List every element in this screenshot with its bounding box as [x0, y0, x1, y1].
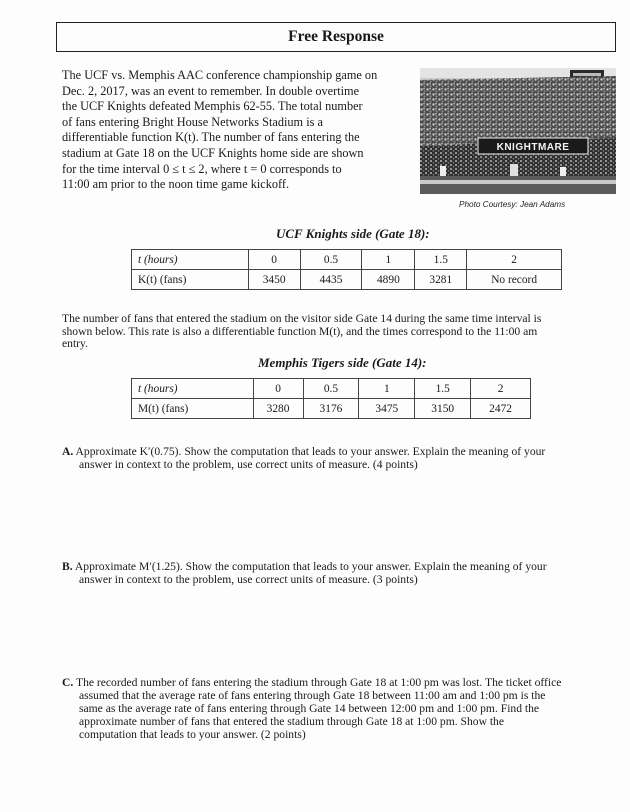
table-cell: 0 — [248, 250, 300, 270]
question-text: approximate number of fans that entered the stadium through Gate 18 at 1:00 pm. Show the — [79, 715, 505, 728]
table-cell: 2 — [471, 379, 531, 399]
table-cell: 3150 — [415, 399, 471, 419]
intro-line: stadium at Gate 18 on the UCF Knights home side are shown — [62, 145, 364, 160]
page-title-box — [56, 22, 616, 52]
question-text: Approximate K′(0.75). Show the computation that leads to your answer. Explain the meaning of your — [75, 445, 546, 458]
question-text: answer in context to the problem, use correct units of measure. (4 points) — [79, 458, 418, 471]
row-label-k: K(t) (fans) — [132, 270, 249, 290]
scoreboard-text: KNIGHTMARE — [496, 142, 570, 153]
table-cell: 3176 — [303, 399, 359, 419]
table-cell: 4890 — [362, 270, 415, 290]
paragraph-line: The number of fans that entered the stadium on the visitor side Gate 14 during the same time interval is — [62, 312, 542, 325]
stadium-photo — [420, 68, 616, 194]
intro-line: The UCF vs. Memphis AAC conference championship game on — [62, 68, 378, 82]
table-row — [132, 399, 531, 419]
page-title: Free Response — [288, 28, 384, 45]
photo-credit: Photo Courtesy: Jean Adams — [459, 200, 566, 209]
table-cell: 0.5 — [303, 379, 359, 399]
table-cell: 2472 — [471, 399, 531, 419]
table-cell: 3450 — [248, 270, 300, 290]
intro-line: 11:00 am prior to the noon time game kickoff. — [62, 177, 290, 192]
intro-paragraph — [62, 68, 412, 193]
memphis-table — [131, 378, 531, 419]
table-cell: 3475 — [359, 399, 415, 419]
question-label: C. — [62, 676, 74, 689]
row-label-m: M(t) (fans) — [132, 399, 254, 419]
table-row — [132, 379, 531, 399]
paragraph-line: entry. — [62, 337, 88, 350]
visitor-paragraph — [62, 313, 608, 351]
table-cell: 0 — [253, 379, 303, 399]
question-b — [62, 560, 614, 586]
table-cell: 0.5 — [300, 250, 362, 270]
table-cell: 1.5 — [415, 250, 467, 270]
question-label: B. — [62, 560, 73, 573]
row-label-t: t (hours) — [132, 250, 249, 270]
question-text: answer in context to the problem, use correct units of measure. (3 points) — [79, 573, 418, 586]
memphis-table-caption: Memphis Tigers side (Gate 14): — [258, 355, 427, 370]
question-text: assumed that the average rate of fans entering through Gate 18 between 11:00 am and 1:00 pm is the — [79, 689, 546, 702]
paragraph-line: shown below. This rate is also a differentiable function M(t), and the times correspond to the 11:00 am — [62, 324, 538, 338]
table-cell: 4435 — [300, 270, 362, 290]
table-row — [132, 270, 562, 290]
intro-line: of fans entering Bright House Networks Stadium is a — [62, 114, 323, 129]
question-c — [62, 676, 614, 741]
table-row — [132, 250, 562, 270]
table-cell: 1 — [359, 379, 415, 399]
table-cell: 1.5 — [415, 379, 471, 399]
intro-line: differentiable function K(t). The number of fans entering the — [62, 130, 360, 145]
table-cell: 1 — [362, 250, 415, 270]
question-text: Approximate M′(1.25). Show the computation that leads to your answer. Explain the meaning of your — [74, 560, 547, 573]
question-text: computation that leads to your answer. (2 points) — [79, 728, 306, 741]
intro-line: for the time interval 0 ≤ t ≤ 2, where t = 0 corresponds to — [62, 161, 342, 176]
table-cell: 3281 — [415, 270, 467, 290]
question-a — [62, 445, 614, 471]
table-cell: 2 — [467, 250, 562, 270]
question-text: The recorded number of fans entering the stadium through Gate 18 at 1:00 pm was lost. The ticket office — [75, 676, 562, 689]
table-cell: No record — [467, 270, 562, 290]
row-label-t: t (hours) — [132, 379, 254, 399]
ucf-table-caption: UCF Knights side (Gate 18): — [276, 226, 430, 241]
question-label: A. — [62, 445, 74, 458]
ucf-table — [131, 249, 562, 290]
table-cell: 3280 — [253, 399, 303, 419]
intro-line: the UCF Knights defeated Memphis 62-55. The total number — [62, 99, 363, 114]
question-text: same as the average rate of fans entering through Gate 14 between 12:00 pm and 1:00 pm. Find the — [79, 702, 540, 715]
intro-line: Dec. 2, 2017, was an event to remember. In double overtime — [62, 83, 360, 98]
